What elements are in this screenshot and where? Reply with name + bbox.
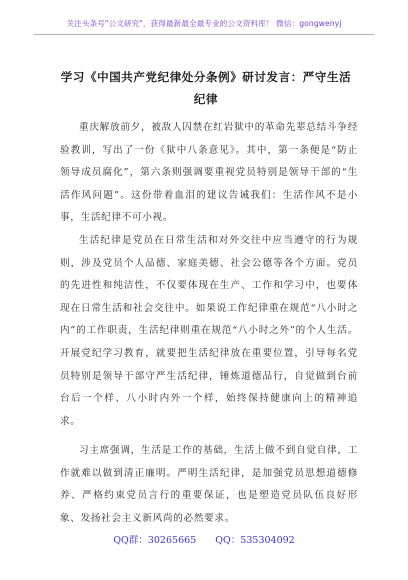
header-banner: 关注头条号"公文研究"，获得最新最全最专业的公文资料库！ 微信：gongwenyj bbox=[66, 19, 342, 28]
footer-qq-group: QQ群：30265665 bbox=[113, 535, 197, 546]
paragraph-2: 生活纪律是党员在日常生活和对外交往中应当遵守的行为规则，涉及党员个人品德、家庭美德、社会公德等各个方面。党员的先进性和纯洁性，不仅要体现在生产、工作和学习中，也要体现在日常生活和社会交往中。如果说工作纪律重在规范“八小时之内”的工作职责，生活纪律则重在规范“八小时之外”的个人生活。开展党纪学习教育，就要把生活纪律放在重要位置，引导每名党员特别是领导干部守严生活纪律，锤炼道德品行，自觉做到台前台后一个样、八小时内外一个样，始终保持健康向上的精神追求。 bbox=[60, 235, 358, 427]
document-title: 学习《中国共产党纪律处分条例》研讨发言：严守生活纪律 bbox=[60, 70, 352, 106]
footer-qq: QQ：535304092 bbox=[215, 535, 295, 546]
paragraph-3: 习主席强调，生活是工作的基础，生活上做不到自觉自律，工作就难以做到清正廉明。严明生活纪律，是加强党员思想道德修养、严格约束党员言行的重要保证，也是塑造党员队伍良好形象、发扬社会主义新风尚的必然要求。 bbox=[60, 445, 358, 524]
footer-contact bbox=[0, 532, 408, 546]
header-divider bbox=[34, 34, 374, 35]
paragraph-1: 重庆解放前夕，被敌人囚禁在红岩狱中的革命先辈总结斗争经验教训，写出了一份《狱中八条意见》。其中，第一条便是“防止领导成员腐化”，第六条则强调要重视党员特别是领导干部的“生活作风问题”。这份带着血泪的建议告诫我们：生活作风不是小事，生活纪律不可小视。 bbox=[60, 122, 358, 224]
